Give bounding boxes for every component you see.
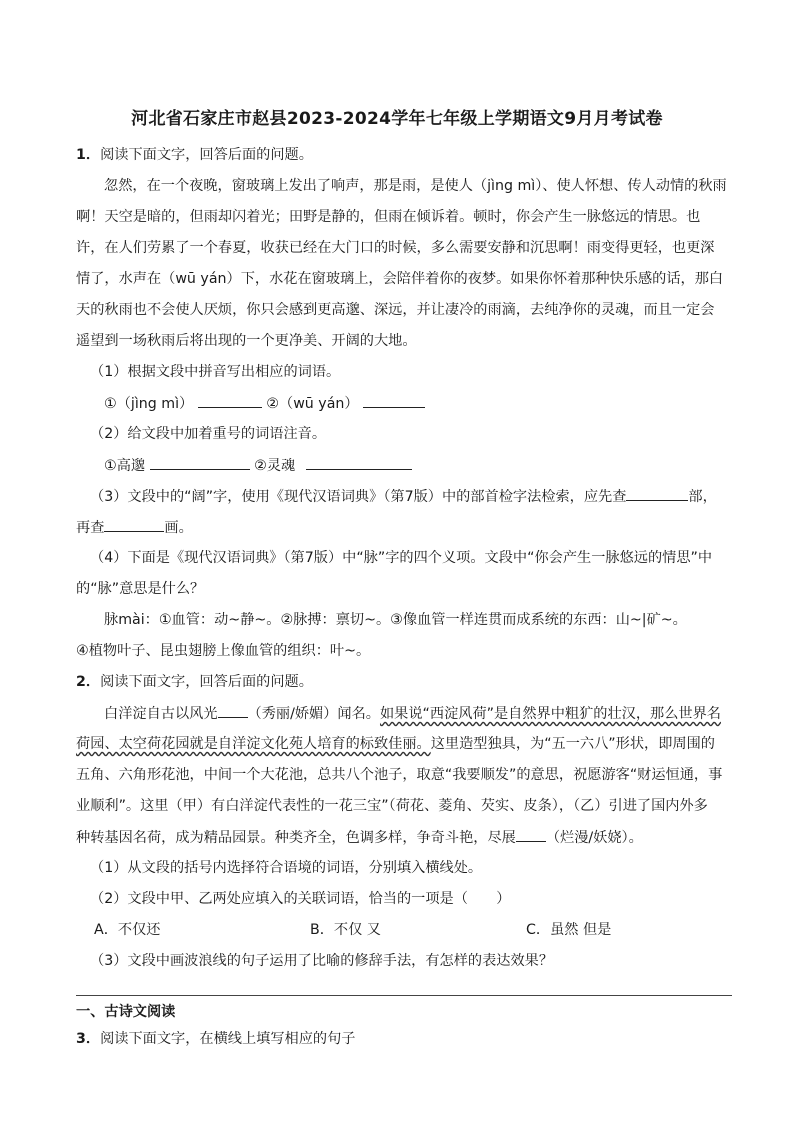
q1-sub3-text-c: 再查: [76, 520, 105, 536]
q1-sub1-a-blank[interactable]: [198, 393, 262, 408]
q1-sub2-b-label: ②灵魂: [254, 458, 296, 474]
q2-para-line1: [104, 703, 721, 724]
q1-sub4-line3: 脉mài：①血管：动~静~。②脉搏：禀切~。③像血管一样连贯而成系统的东西：山~|矿~。: [104, 612, 687, 628]
q1-sub2-a-label: ①高邈: [104, 458, 146, 474]
q1-sub2: （2）给文段中加着重号的词语注音。: [90, 426, 327, 442]
q1-sub1-b-blank[interactable]: [363, 393, 425, 408]
q2-sub1: （1）从文段的括号内选择符合语境的词语，分别填入横线处。: [90, 860, 483, 876]
q2-sub2: （2）文段中甲、乙两处应填入的关联词语，恰当的一项是（ ）: [90, 891, 511, 907]
q2-text: 白洋淀自古以风光: [104, 706, 218, 722]
q1-para-line: 忽然，在一个夜晚，窗玻璃上发出了响声，那是雨，是使人（jìng mì）、使人怀想、传人动情的秋雨: [104, 178, 727, 194]
q1-number: 1．: [76, 147, 101, 163]
q1-sub1-a-label: ①（jìng mì）: [104, 396, 194, 412]
q1-para-line: 遥望到一场秋雨后将出现的一个更净美、开阔的大地。: [76, 333, 417, 349]
q1-sub1-answers: [104, 393, 425, 414]
section-divider: [76, 995, 732, 996]
q2-blank-1[interactable]: [218, 703, 248, 718]
q1-para-line: 情了，水声在（wū yán）下，水花在窗玻璃上，会陪伴着你的夜梦。如果你怀着那种快乐感的话，那白: [76, 271, 724, 287]
q2-text: （烂漫/妖娆）。: [545, 830, 643, 846]
q3-prompt: 阅读下面文字，在横线上填写相应的句子: [100, 1031, 356, 1047]
q2-option-c[interactable]: C．虽然 但是: [526, 922, 612, 938]
q2-prompt: 阅读下面文字，回答后面的问题。: [100, 674, 313, 690]
q2-para-line4: 业顺利”。这里（甲）有白洋淀代表性的一花三宝”（荷花、菱角、芡实、皮条），（乙）引进了国内外多: [76, 798, 708, 814]
q1-sub3-blank-strokes[interactable]: [104, 517, 164, 532]
q2-wavy-sentence: 荷园、太空荷花园就是自洋淀文化苑人培育的标致佳丽。: [76, 736, 431, 752]
page-title: 河北省石家庄市赵县2023-2024学年七年级上学期语文9月月考试卷: [131, 109, 663, 129]
q1-sub3-line2: [76, 517, 193, 538]
q1-sub2-b-blank[interactable]: [306, 455, 412, 470]
q2-header: [76, 672, 313, 692]
q1-sub3-line1: [90, 486, 717, 507]
q1-sub3-text: （3）文段中的“阔”字，使用《现代汉语词典》（第7版）中的部首检字法检索，应先查: [90, 489, 627, 505]
q3-header: [76, 1029, 355, 1049]
q1-para-line: 许，在人们劳累了一个春夏，收获已经在大门口的时候，多么需要安静和沉思啊！雨变得更轻，也更深: [76, 240, 715, 256]
q2-para-line3: 五角、六角形花池，中间一个大花池，总共八个池子，取意“我要顺发”的意思，祝愿游客“财运恒通，事: [76, 767, 723, 783]
q1-sub3-blank-radical[interactable]: [626, 486, 688, 501]
q3-number: 3．: [76, 1031, 101, 1047]
q1-prompt: 阅读下面文字，回答后面的问题。: [100, 147, 313, 163]
q1-sub3-text-b: 部，: [688, 489, 717, 505]
q1-sub4-line4: ④植物叶子、昆虫翅膀上像血管的组织：叶~。: [76, 643, 371, 659]
q2-wavy-sentence: 如果说“西淀风荷”是自然界中粗犷的壮汉，那么世界名: [379, 706, 721, 722]
q2-para-line5: [76, 827, 643, 848]
q1-sub3-text-d: 画。: [164, 520, 193, 536]
q1-sub2-a-blank[interactable]: [150, 455, 250, 470]
section-heading: 一、古诗文阅读: [76, 1004, 176, 1020]
q1-sub4-line1: （4）下面是《现代汉语词典》（第7版）中“脉”字的四个义项。文段中“你会产生一脉悠远的情思”中: [90, 550, 713, 566]
q1-sub1: （1）根据文段中拼音写出相应的词语。: [90, 364, 341, 380]
q2-blank-2[interactable]: [516, 827, 546, 842]
q2-para-line2: [76, 734, 715, 754]
q1-sub1-b-label: ②（wū yán）: [266, 396, 359, 412]
q2-number: 2．: [76, 674, 101, 690]
q2-text: 这里造型独具，为“五一六八”形状，即周围的: [430, 736, 715, 752]
q1-para-line: 啊！天空是暗的，但雨却闪着光；田野是静的，但雨在倾诉着。顿时，你会产生一脉悠远的情思。也: [76, 209, 701, 225]
q2-text: （秀丽/娇媚）闻名。: [247, 706, 380, 722]
q1-header: [76, 145, 313, 165]
q1-sub4-line2: 的“脉”意思是什么？: [76, 581, 205, 597]
q2-sub3: （3）文段中画波浪线的句子运用了比喻的修辞手法，有怎样的表达效果？: [90, 953, 554, 969]
q1-sub2-answers: [104, 455, 412, 476]
q2-option-a[interactable]: A．不仅还: [94, 922, 161, 938]
q1-para-line: 天的秋雨也不会使人厌烦，你只会感到更高邈、深远，并让凄冷的雨滴，去纯净你的灵魂，而且一定会: [76, 302, 715, 318]
q2-option-b[interactable]: B．不仅 又: [310, 922, 381, 938]
q2-text: 种转基因名荷，成为精品园景。种类齐全，色调多样，争奇斗艳，尽展: [76, 830, 516, 846]
